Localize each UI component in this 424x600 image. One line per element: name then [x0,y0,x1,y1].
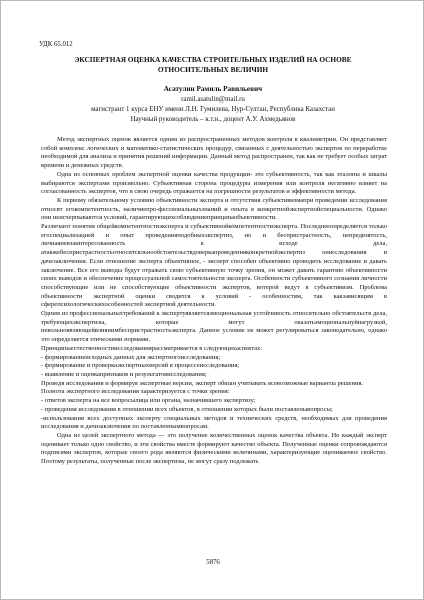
paragraph: Одна из целей экспертного метода — это получение количественных оценок качества объекта. Но каждый эксперт оценивает только одно свойство, и эти свойства вместе формируют качество объекта. Полученные оценки сопровождаются подписями экспертов, которые своего рода являются физическими величинами, характеризующие оцениваемое свойство. Поэтому результаты, полученные после экспертизы, не могут сразу подлежать [41,431,387,466]
list-item: - выявление и оценкапризнаков и результатовисследования; [41,370,207,378]
list-item: -использования всех доступных эксперту специальных методов и технических средств, необходимых для проведения исследования и дачизаключения по поставленнымвопросам. [41,414,387,431]
author-email: ramil.asatulin@mail.ru [181,96,245,103]
article-body [41,136,387,467]
list-item: - проведения исследования в отношении всех объектов, в отношении которых были поставленывопросы; [41,405,333,413]
list-item: - формированиеисходных данных для экспертногоисследования; [41,353,221,361]
paragraph: Одним из профессиональныхтребований к экспертуявляетсяэмоциональная устойчивость относительно обстоятельств дела, требующихэкспертизы, которые могут оказатьэмоциональнуйнагрузкой, невольноявляющейвлиянимбеспристрастностьэксперта. Данное условие не может регулироваться законодательно, однако это определяется этическими нормами. [41,310,387,344]
article-title: ЭКСПЕРТНАЯ ОЦЕНКА КАЧЕСТВА СТРОИТЕЛЬНЫХ ИЗДЕЛИЙ НА ОСНОВЕ ОТНОСИТЕЛЬНЫХ ВЕЛИЧИН [74,55,352,74]
paragraph: Полнота экспертного исследования характеризуется с точки зрения: [41,388,230,396]
list-item: - ответов эксперта на все вопросылица или органа, назначившего экспертизу; [41,397,256,405]
paragraph: Принципыестествонностиисследованиярассматривается в следующихаспектах: [41,344,263,352]
paragraph: Одна из основных проблем экспертной оценки качества продукции- это субъективность, так как эталоны и шкалы выбираются экспертами произвольно. Субъективная сторона процедуры измерения или контроля негативно влияет на согласованность экспертов, что в свою очередь отражается на погрешности результатов и эффективности метода. [41,170,387,196]
author-name: Асатулин Рамиль Равильевич [163,85,263,93]
paragraph: Различают понятия общейкомпетентностиэксперта и субъективнойкомпетентностиэксперта. Последнееопределяется только егоспециализацией и опыт проведенияподобныхэкспертиз, но и беспристрастность, непредвзятость, личнаяневзаинтересованность в исходе дела, атакжебеспристрастностьотноситсяльнообстоятельствдоверкапроведенияконкретнойэкспертиз онисследования и дачезаключения. Если отношение эксперта объективное, - эксперт способен объективно проводить исследование и давать заключение. Все его выводы будут отражать свою субъективную точку зрения, он может давать гарантию объективности своих выводов и обеспечение процессуальной самостоятельности эксперта. Особенности субъективного сознания личности способствующие или не способствующие объективности экспертов, вотерой ведут в субъективизм. Проблема объективности экспертной оценки сводится к условий - особенностям, так какзависящим в сферепсихологическихособенностей экспертной деятельности. [41,223,387,309]
paragraph: Проведя исследования и формируя экспертные версии, эксперт обязан учитывать всевозможные варианты решения. [41,379,364,387]
paragraph: Метод экспертных оценок является одним из распространенных методов контроля в квалиметрии. Он представляет собой комплекс логических и математико-статистических процедур, связанных с деятельностью экспертов по переработке необходимой для анализа и принятия решений информации. Данный метод распространен, так как не требует особых затрат времени и денежных средств. [41,136,387,170]
udc-code: УДК 65.012 [39,41,73,48]
paragraph: К первому обязательному условию объективности эксперта и отсутствия субъективизмапри проведении исследования относят егокомпетентность, наличиепро-фессиональныхзнаний и опыта в конкретнойэкспертнойспециальности. Однако они неисчерпываются условий, гарантирующихсоблюдениепринципаобъективности. [41,196,387,222]
page-number: 5876 [206,559,220,566]
author-affiliation: магистрант 1 курса ЕНУ имени Л.Н. Гумилева, Нур-Султан, Республика Казахстан [91,106,335,113]
list-item: - формирование и проверкаэкспертныхверсий в процессеисследования; [41,362,240,370]
scientific-supervisor: Научный руководитель – к.т.н., доцент А.У. Ахмедьянов [130,116,296,123]
